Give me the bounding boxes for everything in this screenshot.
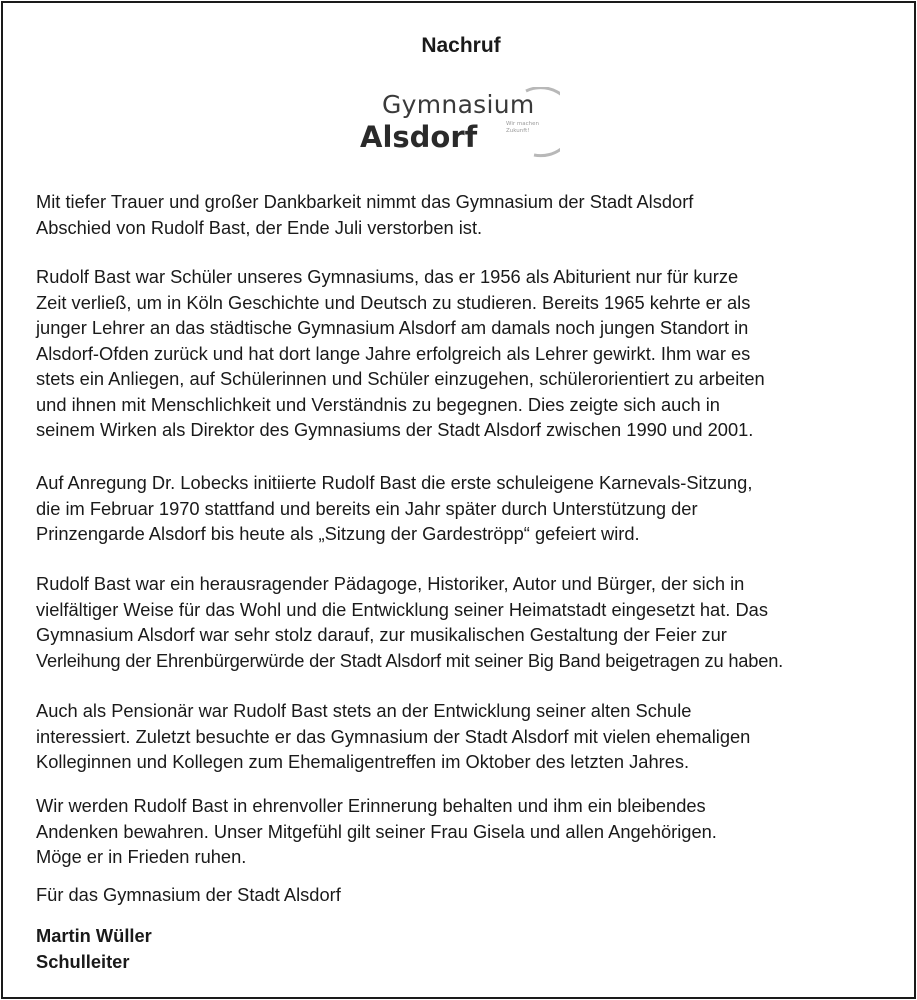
text-line: Möge er in Frieden ruhen.	[36, 846, 247, 867]
text-line: interessiert. Zuletzt besuchte er das Gymnasium der Stadt Alsdorf mit vielen ehemaligen	[36, 725, 751, 747]
text-line: Für das Gymnasium der Stadt Alsdorf	[36, 884, 341, 905]
logo-tagline-2: Zukunft!	[506, 127, 530, 134]
logo-tagline-1: Wir machen	[506, 121, 539, 127]
school-logo	[356, 87, 576, 165]
text-line: Auch als Pensionär war Rudolf Bast stets an der Entwicklung seiner alten Schule	[36, 700, 692, 721]
text-line: Alsdorf-Ofden zurück und hat dort lange Jahre erfolgreich als Lehrer gewirkt. Ihm war es	[36, 342, 751, 364]
text-line: Auf Anregung Dr. Lobecks initiierte Rudolf Bast die erste schuleigene Karnevals-Sitzung,	[36, 472, 753, 493]
paragraph-farewell	[36, 793, 886, 870]
text-line: Mit tiefer Trauer und großer Dankbarkeit nimmt das Gymnasium der Stadt Alsdorf	[36, 191, 694, 212]
text-line: Andenken bewahren. Unser Mitgefühl gilt seiner Frau Gisela und allen Angehörigen.	[36, 820, 717, 842]
text-line: vielfältiger Weise für das Wohl und die Entwicklung seiner Heimatstadt eingesetzt hat. Das	[36, 598, 768, 620]
obituary-frame	[1, 1, 916, 999]
paragraph-citizen	[36, 571, 886, 673]
obituary-title: Nachruf	[421, 34, 501, 57]
text-line: stets ein Anliegen, auf Schülerinnen und Schüler einzugehen, schülerorientiert zu arbeiten	[36, 368, 765, 389]
text-line: und ihnen mit Menschlichkeit und Verständnis zu begegnen. Dies zeigte sich auch in	[36, 393, 720, 415]
text-line: junger Lehrer an das städtische Gymnasium Alsdorf am damals noch jungen Standort in	[36, 317, 749, 338]
text-line: Gymnasium Alsdorf war sehr stolz darauf, zur musikalischen Gestaltung der Feier zur	[36, 624, 727, 645]
paragraph-closing	[36, 882, 886, 908]
text-line: Wir werden Rudolf Bast in ehrenvoller Erinnerung behalten und ihm ein bleibendes	[36, 795, 706, 816]
signature-role: Schulleiter	[36, 950, 130, 972]
signature-name: Martin Wüller	[36, 925, 152, 946]
signature-block	[36, 923, 886, 974]
logo-line-2: Alsdorf	[360, 120, 478, 154]
text-line: Abschied von Rudolf Bast, der Ende Juli verstorben ist.	[36, 216, 483, 238]
logo-line-1: Gymnasium	[382, 90, 535, 119]
text-line: Verleihung der Ehrenbürgerwürde der Stadt Alsdorf mit seiner Big Band beigetragen zu haben.	[36, 649, 784, 671]
paragraph-intro	[36, 189, 886, 240]
text-line: Prinzengarde Alsdorf bis heute als „Sitzung der Gardeströpp“ gefeiert wird.	[36, 523, 640, 544]
text-line: die im Februar 1970 stattfand und bereits ein Jahr später durch Unterstützung der	[36, 497, 698, 519]
text-line: Rudolf Bast war Schüler unseres Gymnasiums, das er 1956 als Abiturient nur für kurze	[36, 266, 739, 287]
logo-tagline	[506, 121, 542, 134]
paragraph-biography	[36, 264, 886, 443]
text-line: Zeit verließ, um in Köln Geschichte und Deutsch zu studieren. Bereits 1965 kehrte er als	[36, 291, 751, 313]
paragraph-carnival	[36, 470, 886, 547]
paragraph-retirement	[36, 698, 886, 775]
text-line: Kolleginnen und Kollegen zum Ehemaligentreffen im Oktober des letzten Jahres.	[36, 751, 690, 772]
text-line: seinem Wirken als Direktor des Gymnasiums der Stadt Alsdorf zwischen 1990 und 2001.	[36, 419, 754, 440]
text-line: Rudolf Bast war ein herausragender Pädagoge, Historiker, Autor und Bürger, der sich in	[36, 573, 745, 594]
